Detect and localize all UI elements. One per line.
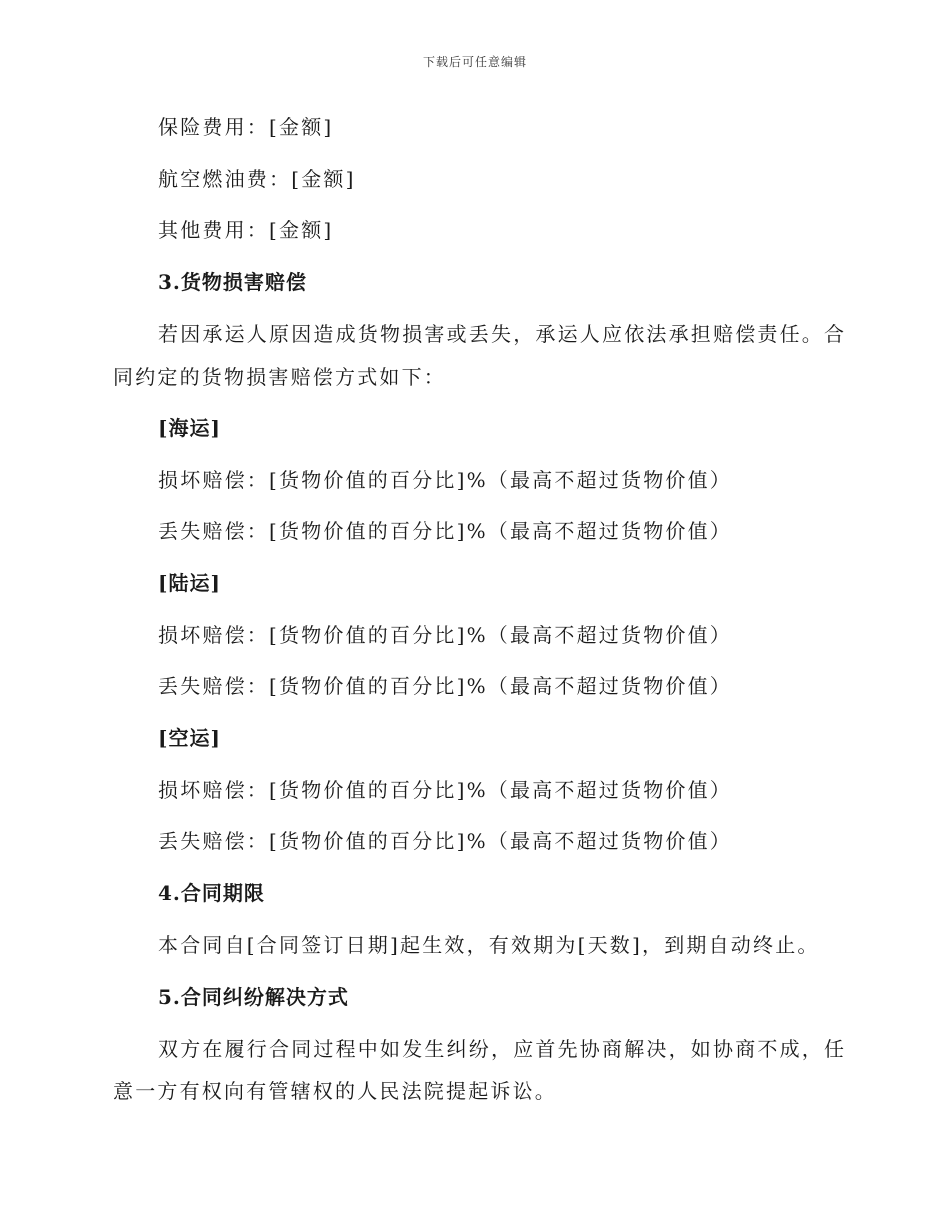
sea-loss-line: 丢失赔偿：[货物价值的百分比]%（最高不超过货物价值） <box>158 519 733 543</box>
section-4-body: 本合同自[合同签订日期]起生效，有效期为[天数]，到期自动终止。 <box>158 933 820 957</box>
section-3-intro-line-1: 若因承运人原因造成货物损害或丢失，承运人应依法承担赔偿责任。合 <box>158 322 847 346</box>
section-5-body-line-2: 意一方有权向有管辖权的人民法院提起诉讼。 <box>113 1079 557 1103</box>
sea-transport-title: [海运] <box>158 416 221 440</box>
other-fee-line: 其他费用：[金额] <box>158 218 334 242</box>
land-transport-title: [陆运] <box>158 571 221 595</box>
section-4-title: 4.合同期限 <box>158 881 265 905</box>
page-header: 下载后可任意编辑 <box>422 55 527 69</box>
air-transport-title: [空运] <box>158 726 221 750</box>
section-3-intro-line-2: 同约定的货物损害赔偿方式如下： <box>113 365 446 389</box>
land-loss-line: 丢失赔偿：[货物价值的百分比]%（最高不超过货物价值） <box>158 674 733 698</box>
section-5-title: 5.合同纠纷解决方式 <box>158 985 349 1009</box>
section-5-body-line-1: 双方在履行合同过程中如发生纠纷，应首先协商解决，如协商不成，任 <box>158 1037 847 1061</box>
sea-damage-line: 损坏赔偿：[货物价值的百分比]%（最高不超过货物价值） <box>158 468 733 492</box>
insurance-fee-line: 保险费用：[金额] <box>158 115 334 139</box>
fuel-fee-line: 航空燃油费：[金额] <box>158 167 356 191</box>
section-3-title: 3.货物损害赔偿 <box>158 270 307 294</box>
air-damage-line: 损坏赔偿：[货物价值的百分比]%（最高不超过货物价值） <box>158 778 733 802</box>
land-damage-line: 损坏赔偿：[货物价值的百分比]%（最高不超过货物价值） <box>158 623 733 647</box>
air-loss-line: 丢失赔偿：[货物价值的百分比]%（最高不超过货物价值） <box>158 829 733 853</box>
